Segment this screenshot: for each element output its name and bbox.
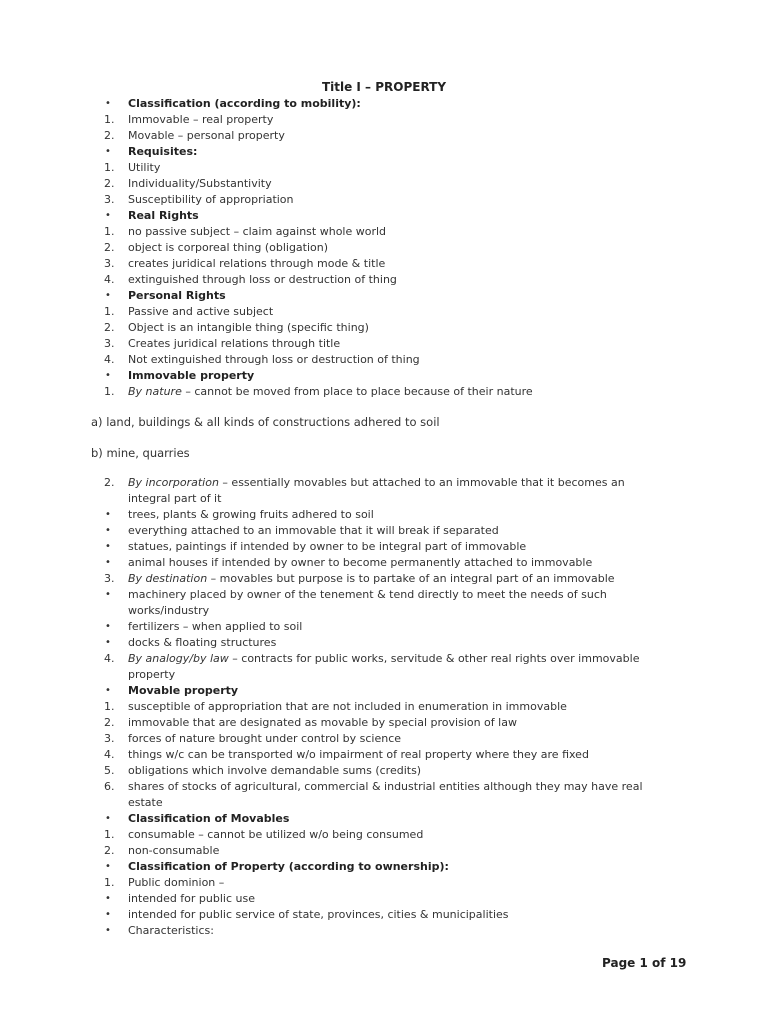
line-text <box>128 715 517 731</box>
line-text <box>128 352 420 368</box>
section-heading <box>128 368 254 384</box>
outline-line <box>0 539 768 555</box>
outline-line <box>0 128 768 144</box>
line-text-content: Requisites: <box>128 145 198 158</box>
line-text-content: Individuality/Substantivity <box>128 177 272 190</box>
line-text <box>128 555 592 571</box>
number-marker: 2. <box>104 716 115 729</box>
line-text-content: Characteristics: <box>128 924 214 937</box>
outline-line <box>0 859 768 875</box>
line-text <box>128 891 255 907</box>
line-text <box>128 795 163 811</box>
section-heading <box>128 144 197 160</box>
number-marker: 2. <box>104 476 115 489</box>
line-text-content: Susceptibility of appropriation <box>128 193 294 206</box>
bullet-marker: • <box>105 637 111 648</box>
outline-line <box>0 635 768 651</box>
outline-line <box>0 587 768 603</box>
outline-line <box>0 256 768 272</box>
line-text-content: everything attached to an immovable that it will break if separated <box>128 524 499 537</box>
bullet-marker: • <box>105 589 111 600</box>
italic-term: By incorporation <box>128 476 219 489</box>
line-text-content: – contracts for public works, servitude & other real rights over immovable <box>228 652 640 665</box>
line-text <box>128 112 273 128</box>
bullet-marker: • <box>105 909 111 920</box>
italic-term: By destination <box>128 572 208 585</box>
outline-line <box>0 368 768 384</box>
line-text-content: Immovable – real property <box>128 113 274 126</box>
line-text-content: Not extinguished through loss or destruction of thing <box>128 353 420 366</box>
number-marker: 2. <box>104 241 115 254</box>
number-marker: 1. <box>104 113 115 126</box>
line-text-content: fertilizers – when applied to soil <box>128 620 303 633</box>
line-text <box>128 651 639 667</box>
line-text-content: – cannot be moved from place to place because of their nature <box>181 385 533 398</box>
number-marker: 4. <box>104 273 115 286</box>
outline-block-1 <box>0 96 768 400</box>
outline-line <box>0 336 768 352</box>
bullet-marker: • <box>105 925 111 936</box>
line-text-content: intended for public use <box>128 892 255 905</box>
outline-line <box>0 507 768 523</box>
outline-line <box>0 731 768 747</box>
outline-line <box>0 923 768 939</box>
bullet-marker: • <box>105 557 111 568</box>
line-text-content: Classification of Movables <box>128 812 290 825</box>
line-text <box>128 491 221 507</box>
outline-line <box>0 352 768 368</box>
line-text-content: immovable that are designated as movable by special provision of law <box>128 716 517 729</box>
line-text <box>128 699 567 715</box>
line-text <box>128 507 374 523</box>
line-text-content: – essentially movables but attached to an immovable that it becomes an <box>218 476 625 489</box>
outline-line <box>0 112 768 128</box>
line-text <box>128 827 423 843</box>
section-heading <box>128 96 361 112</box>
line-text-content: Movable property <box>128 684 239 697</box>
line-text-content: susceptible of appropriation that are not included in enumeration in immovable <box>128 700 567 713</box>
outline-line <box>0 603 768 619</box>
line-text <box>128 320 369 336</box>
line-text-content: Utility <box>128 161 161 174</box>
section-heading <box>128 811 289 827</box>
bullet-marker: • <box>105 541 111 552</box>
line-text <box>128 336 340 352</box>
outline-line <box>0 651 768 667</box>
italic-term: By nature <box>128 385 182 398</box>
outline-line <box>0 843 768 859</box>
number-marker: 1. <box>104 876 115 889</box>
line-text <box>128 923 214 939</box>
bullet-marker: • <box>105 146 111 157</box>
bullet-marker: • <box>105 525 111 536</box>
line-text <box>128 384 533 400</box>
number-marker: 1. <box>104 700 115 713</box>
outline-line <box>0 475 768 491</box>
line-text-content: non-consumable <box>128 844 220 857</box>
line-text <box>128 843 219 859</box>
line-text-content: creates juridical relations through mode & title <box>128 257 386 270</box>
section-heading <box>128 288 226 304</box>
bullet-marker: • <box>105 893 111 904</box>
line-text-content: machinery placed by owner of the tenement & tend directly to meet the needs of such <box>128 588 607 601</box>
line-text <box>128 875 224 891</box>
line-text <box>128 571 615 587</box>
line-text-content: animal houses if intended by owner to become permanently attached to immovable <box>128 556 593 569</box>
line-text-content: – movables but purpose is to partake of an integral part of an immovable <box>207 572 615 585</box>
line-text-content: no passive subject – claim against whole world <box>128 225 387 238</box>
outline-line <box>0 320 768 336</box>
outline-line <box>0 491 768 507</box>
line-text <box>128 475 625 491</box>
number-marker: 1. <box>104 828 115 841</box>
outline-line <box>0 779 768 795</box>
outline-line <box>0 523 768 539</box>
bullet-marker: • <box>105 290 111 301</box>
bullet-marker: • <box>105 370 111 381</box>
number-marker: 2. <box>104 129 115 142</box>
line-text-content: object is corporeal thing (obligation) <box>128 241 329 254</box>
line-text-content: docks & floating structures <box>128 636 277 649</box>
number-marker: 3. <box>104 337 115 350</box>
line-text <box>128 192 294 208</box>
outline-line <box>0 699 768 715</box>
line-text-content: statues, paintings if intended by owner to be integral part of immovable <box>128 540 527 553</box>
line-text <box>128 523 499 539</box>
outline-line <box>0 763 768 779</box>
line-text-content: estate <box>128 796 163 809</box>
line-text-content: things w/c can be transported w/o impairment of real property where they are fixed <box>128 748 589 761</box>
number-marker: 1. <box>104 385 115 398</box>
section-heading <box>128 208 199 224</box>
bullet-marker: • <box>105 685 111 696</box>
outline-line <box>0 208 768 224</box>
line-text-content: Object is an intangible thing (specific thing) <box>128 321 369 334</box>
section-heading <box>128 683 238 699</box>
line-text-content: property <box>128 668 176 681</box>
bullet-marker: • <box>105 509 111 520</box>
number-marker: 2. <box>104 844 115 857</box>
outline-line <box>0 304 768 320</box>
document-title: Title I – PROPERTY <box>321 80 447 94</box>
outline-line <box>0 384 768 400</box>
line-text <box>128 224 386 240</box>
line-text-content: works/industry <box>128 604 210 617</box>
outline-line <box>0 747 768 763</box>
number-marker: 2. <box>104 177 115 190</box>
outline-line <box>0 875 768 891</box>
outline-line <box>0 160 768 176</box>
outline-line <box>0 667 768 683</box>
line-text-content: shares of stocks of agricultural, commercial & industrial entities although they may have real <box>128 780 643 793</box>
number-marker: 4. <box>104 353 115 366</box>
number-marker: 3. <box>104 257 115 270</box>
line-text <box>128 240 328 256</box>
line-text-content: extinguished through loss or destruction of thing <box>128 273 397 286</box>
line-text <box>128 272 397 288</box>
bullet-marker: • <box>105 861 111 872</box>
number-marker: 3. <box>104 572 115 585</box>
number-marker: 2. <box>104 321 115 334</box>
number-marker: 3. <box>104 732 115 745</box>
outline-line <box>0 795 768 811</box>
line-text <box>128 635 276 651</box>
bullet-marker: • <box>105 813 111 824</box>
number-marker: 6. <box>104 780 115 793</box>
line-text-content: Movable – personal property <box>128 129 285 142</box>
line-text-content: Classification of Property (according to ownership): <box>128 860 449 873</box>
outline-line <box>0 144 768 160</box>
number-marker: 4. <box>104 652 115 665</box>
section-heading <box>128 859 449 875</box>
line-text <box>128 587 607 603</box>
page-number: Page 1 of 19 <box>602 956 687 970</box>
line-text <box>128 256 385 272</box>
line-text-content: Passive and active subject <box>128 305 274 318</box>
outline-line <box>0 224 768 240</box>
line-text-content: Classification (according to mobility): <box>128 97 361 110</box>
bullet-marker: • <box>105 98 111 109</box>
paragraph-b: b) mine, quarries <box>91 446 190 460</box>
number-marker: 4. <box>104 748 115 761</box>
line-text <box>128 619 302 635</box>
outline-line <box>0 827 768 843</box>
line-text <box>128 779 643 795</box>
paragraph-a: a) land, buildings & all kinds of constructions adhered to soil <box>91 415 440 429</box>
number-marker: 5. <box>104 764 115 777</box>
outline-line <box>0 272 768 288</box>
italic-term: By analogy/by law <box>128 652 229 665</box>
line-text-content: integral part of it <box>128 492 222 505</box>
outline-line <box>0 176 768 192</box>
bullet-marker: • <box>105 621 111 632</box>
outline-line <box>0 288 768 304</box>
number-marker: 1. <box>104 225 115 238</box>
line-text-content: Creates juridical relations through title <box>128 337 341 350</box>
line-text <box>128 667 175 683</box>
line-text <box>128 731 401 747</box>
line-text <box>128 304 273 320</box>
line-text <box>128 747 589 763</box>
outline-line <box>0 555 768 571</box>
line-text-content: Personal Rights <box>128 289 226 302</box>
line-text <box>128 763 421 779</box>
outline-line <box>0 715 768 731</box>
bullet-marker: • <box>105 210 111 221</box>
line-text-content: Public dominion – <box>128 876 225 889</box>
line-text <box>128 907 509 923</box>
line-text-content: intended for public service of state, provinces, cities & municipalities <box>128 908 509 921</box>
line-text-content: consumable – cannot be utilized w/o being consumed <box>128 828 424 841</box>
line-text <box>128 176 272 192</box>
outline-line <box>0 907 768 923</box>
outline-line <box>0 891 768 907</box>
outline-line <box>0 96 768 112</box>
line-text-content: obligations which involve demandable sums (credits) <box>128 764 422 777</box>
outline-line <box>0 683 768 699</box>
line-text-content: Immovable property <box>128 369 255 382</box>
number-marker: 1. <box>104 161 115 174</box>
line-text <box>128 128 285 144</box>
line-text-content: forces of nature brought under control by science <box>128 732 402 745</box>
number-marker: 3. <box>104 193 115 206</box>
line-text <box>128 160 160 176</box>
outline-block-2 <box>0 475 768 939</box>
outline-line <box>0 619 768 635</box>
outline-line <box>0 811 768 827</box>
number-marker: 1. <box>104 305 115 318</box>
outline-line <box>0 571 768 587</box>
outline-line <box>0 240 768 256</box>
line-text-content: trees, plants & growing fruits adhered to soil <box>128 508 374 521</box>
line-text-content: Real Rights <box>128 209 199 222</box>
outline-line <box>0 192 768 208</box>
line-text <box>128 539 526 555</box>
line-text <box>128 603 209 619</box>
